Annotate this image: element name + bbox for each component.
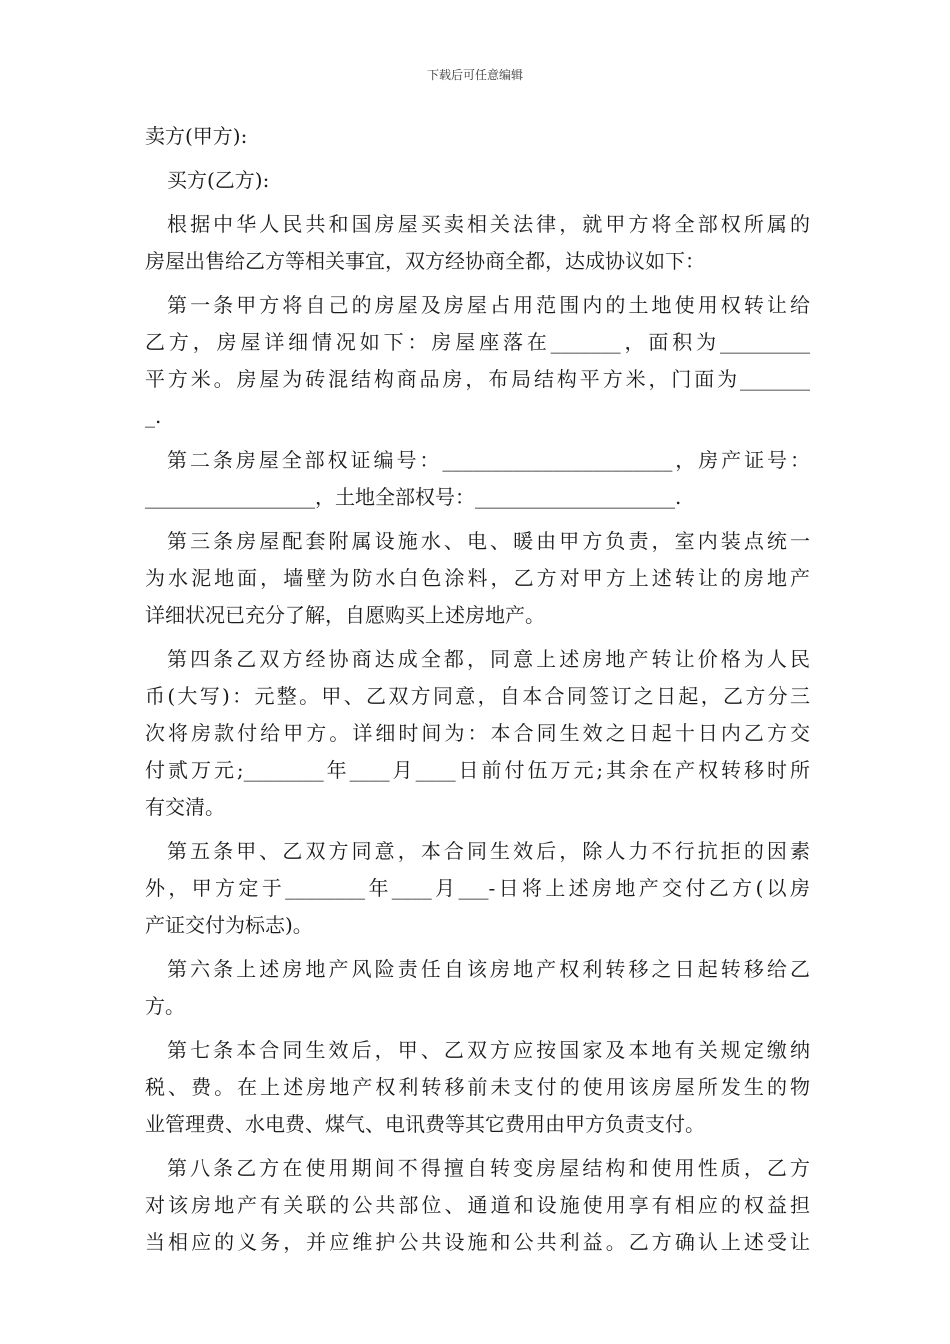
paragraph-line: 第七条本合同生效后，甲、乙双方应按国家及本地有关规定缴纳 <box>167 1038 810 1062</box>
paragraph <box>145 1032 810 1143</box>
paragraph <box>145 206 810 280</box>
paragraph-line: _________________，土地全部权号：____________________. <box>145 485 682 509</box>
paragraph-line: 次将房款付给甲方。详细时间为：本合同生效之日起十日内乙方交 <box>145 721 810 745</box>
paragraph-line: 乙方，房屋详细情况如下：房屋座落在_______，面积为_________ <box>145 330 810 354</box>
paragraph-line: 外，甲方定于________年____月___-日将上述房地产交付乙方(以房 <box>145 876 810 900</box>
paragraph-line: 第四条乙双方经协商达成全都，同意上述房地产转让价格为人民 <box>167 647 810 671</box>
contract-body <box>145 118 810 1268</box>
paragraph-line: _. <box>145 404 162 428</box>
paragraph-line: 第六条上述房地产风险责任自该房地产权利转移之日起转移给乙 <box>167 957 810 981</box>
paragraph-line: 第二条房屋全部权证编号：_______________________，房产证号： <box>167 448 810 472</box>
paragraph <box>145 287 810 435</box>
paragraph-line: 产证交付为标志)。 <box>145 913 313 937</box>
paragraph-line: 税、费。在上述房地产权利转移前未支付的使用该房屋所发生的物 <box>145 1075 810 1099</box>
paragraph <box>145 118 810 155</box>
paragraph-line: 第五条甲、乙双方同意，本合同生效后，除人力不行抗拒的因素 <box>167 839 810 863</box>
paragraph <box>145 1150 810 1261</box>
paragraph-line: 详细状况已充分了解，自愿购买上述房地产。 <box>145 603 545 627</box>
paragraph-line: 买方(乙方): <box>167 168 270 192</box>
paragraph-line: 币(大写)：元整。甲、乙双方同意，自本合同签订之日起，乙方分三 <box>145 684 810 708</box>
paragraph-line: 对该房地产有关联的公共部位、通道和设施使用享有相应的权益担 <box>145 1193 810 1217</box>
paragraph-line: 有交清。 <box>145 795 225 819</box>
paragraph-line: 当相应的义务，并应维护公共设施和公共利益。乙方确认上述受让 <box>145 1230 810 1254</box>
page-header: 下载后可任意编辑 <box>426 68 523 82</box>
paragraph-line: 业管理费、水电费、煤气、电讯费等其它费用由甲方负责支付。 <box>145 1112 705 1136</box>
paragraph-line: 第一条甲方将自己的房屋及房屋占用范围内的土地使用权转让给 <box>167 293 810 317</box>
paragraph-line: 卖方(甲方): <box>145 124 248 148</box>
paragraph-line: 房屋出售给乙方等相关事宜，双方经协商全都，达成协议如下： <box>145 249 705 273</box>
paragraph <box>145 641 810 826</box>
paragraph <box>145 442 810 516</box>
paragraph <box>145 951 810 1025</box>
paragraph-line: 第三条房屋配套附属设施水、电、暖由甲方负责，室内装点统一 <box>167 529 810 553</box>
paragraph <box>145 833 810 944</box>
paragraph-line: 根据中华人民共和国房屋买卖相关法律，就甲方将全部权所属的 <box>167 212 810 236</box>
paragraph-line: 付贰万元;________年____月____日前付伍万元;其余在产权转移时所 <box>145 758 810 782</box>
paragraph-line: 平方米。房屋为砖混结构商品房，布局结构平方米，门面为_______ <box>145 367 810 391</box>
paragraph-line: 第八条乙方在使用期间不得擅自转变房屋结构和使用性质，乙方 <box>167 1156 810 1180</box>
paragraph <box>145 162 810 199</box>
paragraph-line: 为水泥地面，墙壁为防水白色涂料，乙方对甲方上述转让的房地产 <box>145 566 810 590</box>
paragraph <box>145 523 810 634</box>
paragraph-line: 方。 <box>145 994 185 1018</box>
